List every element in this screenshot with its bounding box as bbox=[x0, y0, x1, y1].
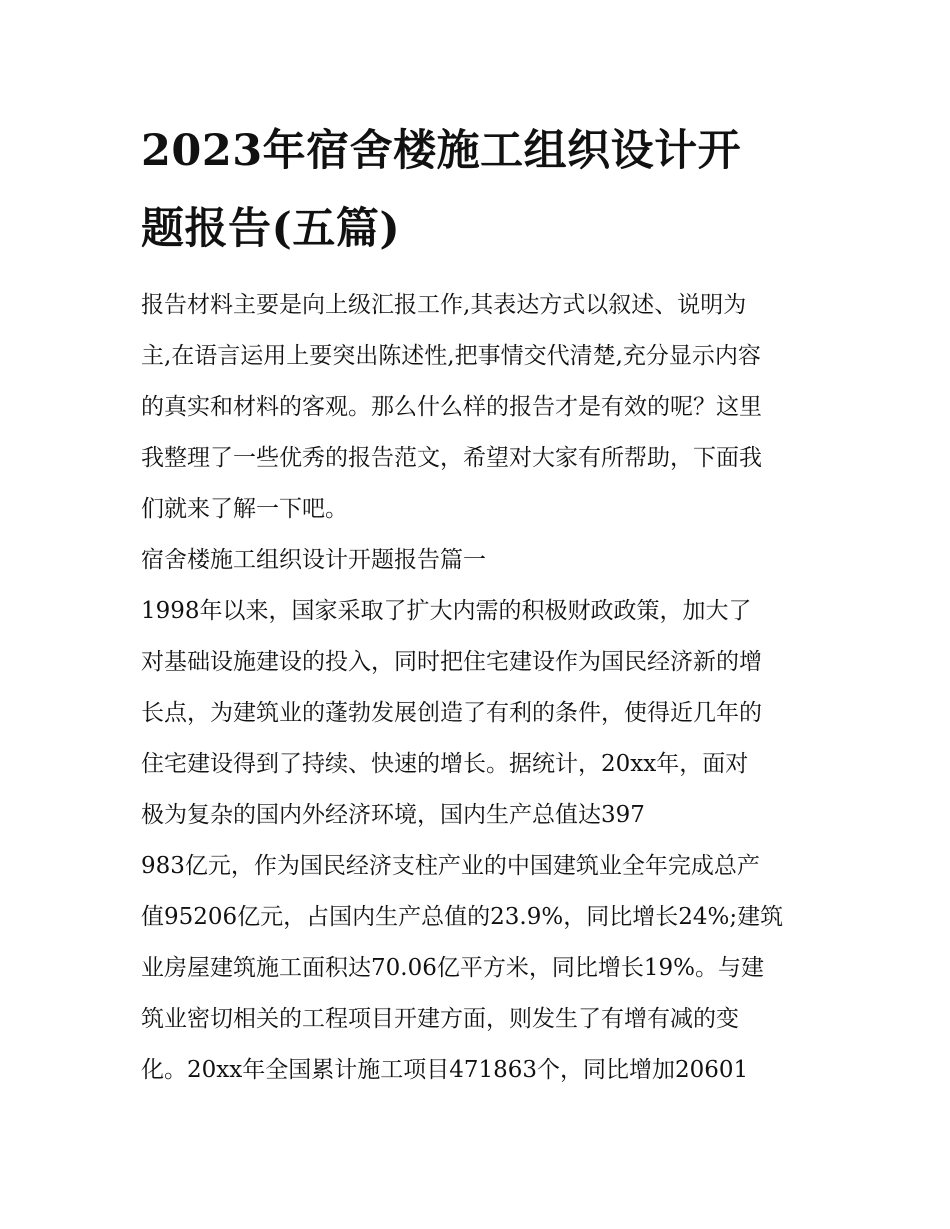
paragraph-line: 住宅建设得到了持续、快速的增长。据统计，20xx年，面对 bbox=[141, 751, 749, 777]
paragraph-line: 极为复杂的国内外经济环境，国内生产总值达397 bbox=[141, 802, 645, 828]
intro-line: 的真实和材料的客观。那么什么样的报告才是有效的呢？这里 bbox=[141, 394, 762, 420]
intro-line: 们就来了解一下吧。 bbox=[141, 496, 348, 522]
document-body bbox=[141, 280, 813, 1096]
paragraph-line: 1998年以来，国家采取了扩大内需的积极财政政策，加大了 bbox=[141, 598, 752, 624]
section-heading: 宿舍楼施工组织设计开题报告篇一 bbox=[141, 547, 486, 573]
paragraph-line: 化。20xx年全国累计施工项目471863个，同比增加20601 bbox=[141, 1057, 749, 1083]
intro-line: 报告材料主要是向上级汇报工作,其表达方式以叙述、说明为 bbox=[141, 292, 747, 318]
paragraph-line: 筑业密切相关的工程项目开建方面，则发生了有增有减的变 bbox=[141, 1006, 739, 1032]
document-page bbox=[141, 112, 813, 1096]
title-line: 题报告(五篇) bbox=[141, 204, 401, 254]
intro-line: 主,在语言运用上要突出陈述性,把事情交代清楚,充分显示内容 bbox=[141, 343, 761, 369]
paragraph-line: 长点，为建筑业的蓬勃发展创造了有利的条件，使得近几年的 bbox=[141, 700, 762, 726]
title-line: 2023年宿舍楼施工组织设计开 bbox=[141, 126, 742, 176]
intro-line: 我整理了一些优秀的报告范文，希望对大家有所帮助，下面我 bbox=[141, 445, 762, 471]
paragraph-line: 对基础设施建设的投入，同时把住宅建设作为国民经济新的增 bbox=[141, 649, 762, 675]
paragraph-line: 值95206亿元，占国内生产总值的23.9%，同比增长24%;建筑 bbox=[141, 904, 784, 930]
document-title bbox=[141, 112, 813, 268]
paragraph-line: 业房屋建筑施工面积达70.06亿平方米，同比增长19%。与建 bbox=[141, 955, 764, 981]
paragraph-line: 983亿元，作为国民经济支柱产业的中国建筑业全年完成总产 bbox=[141, 853, 760, 879]
